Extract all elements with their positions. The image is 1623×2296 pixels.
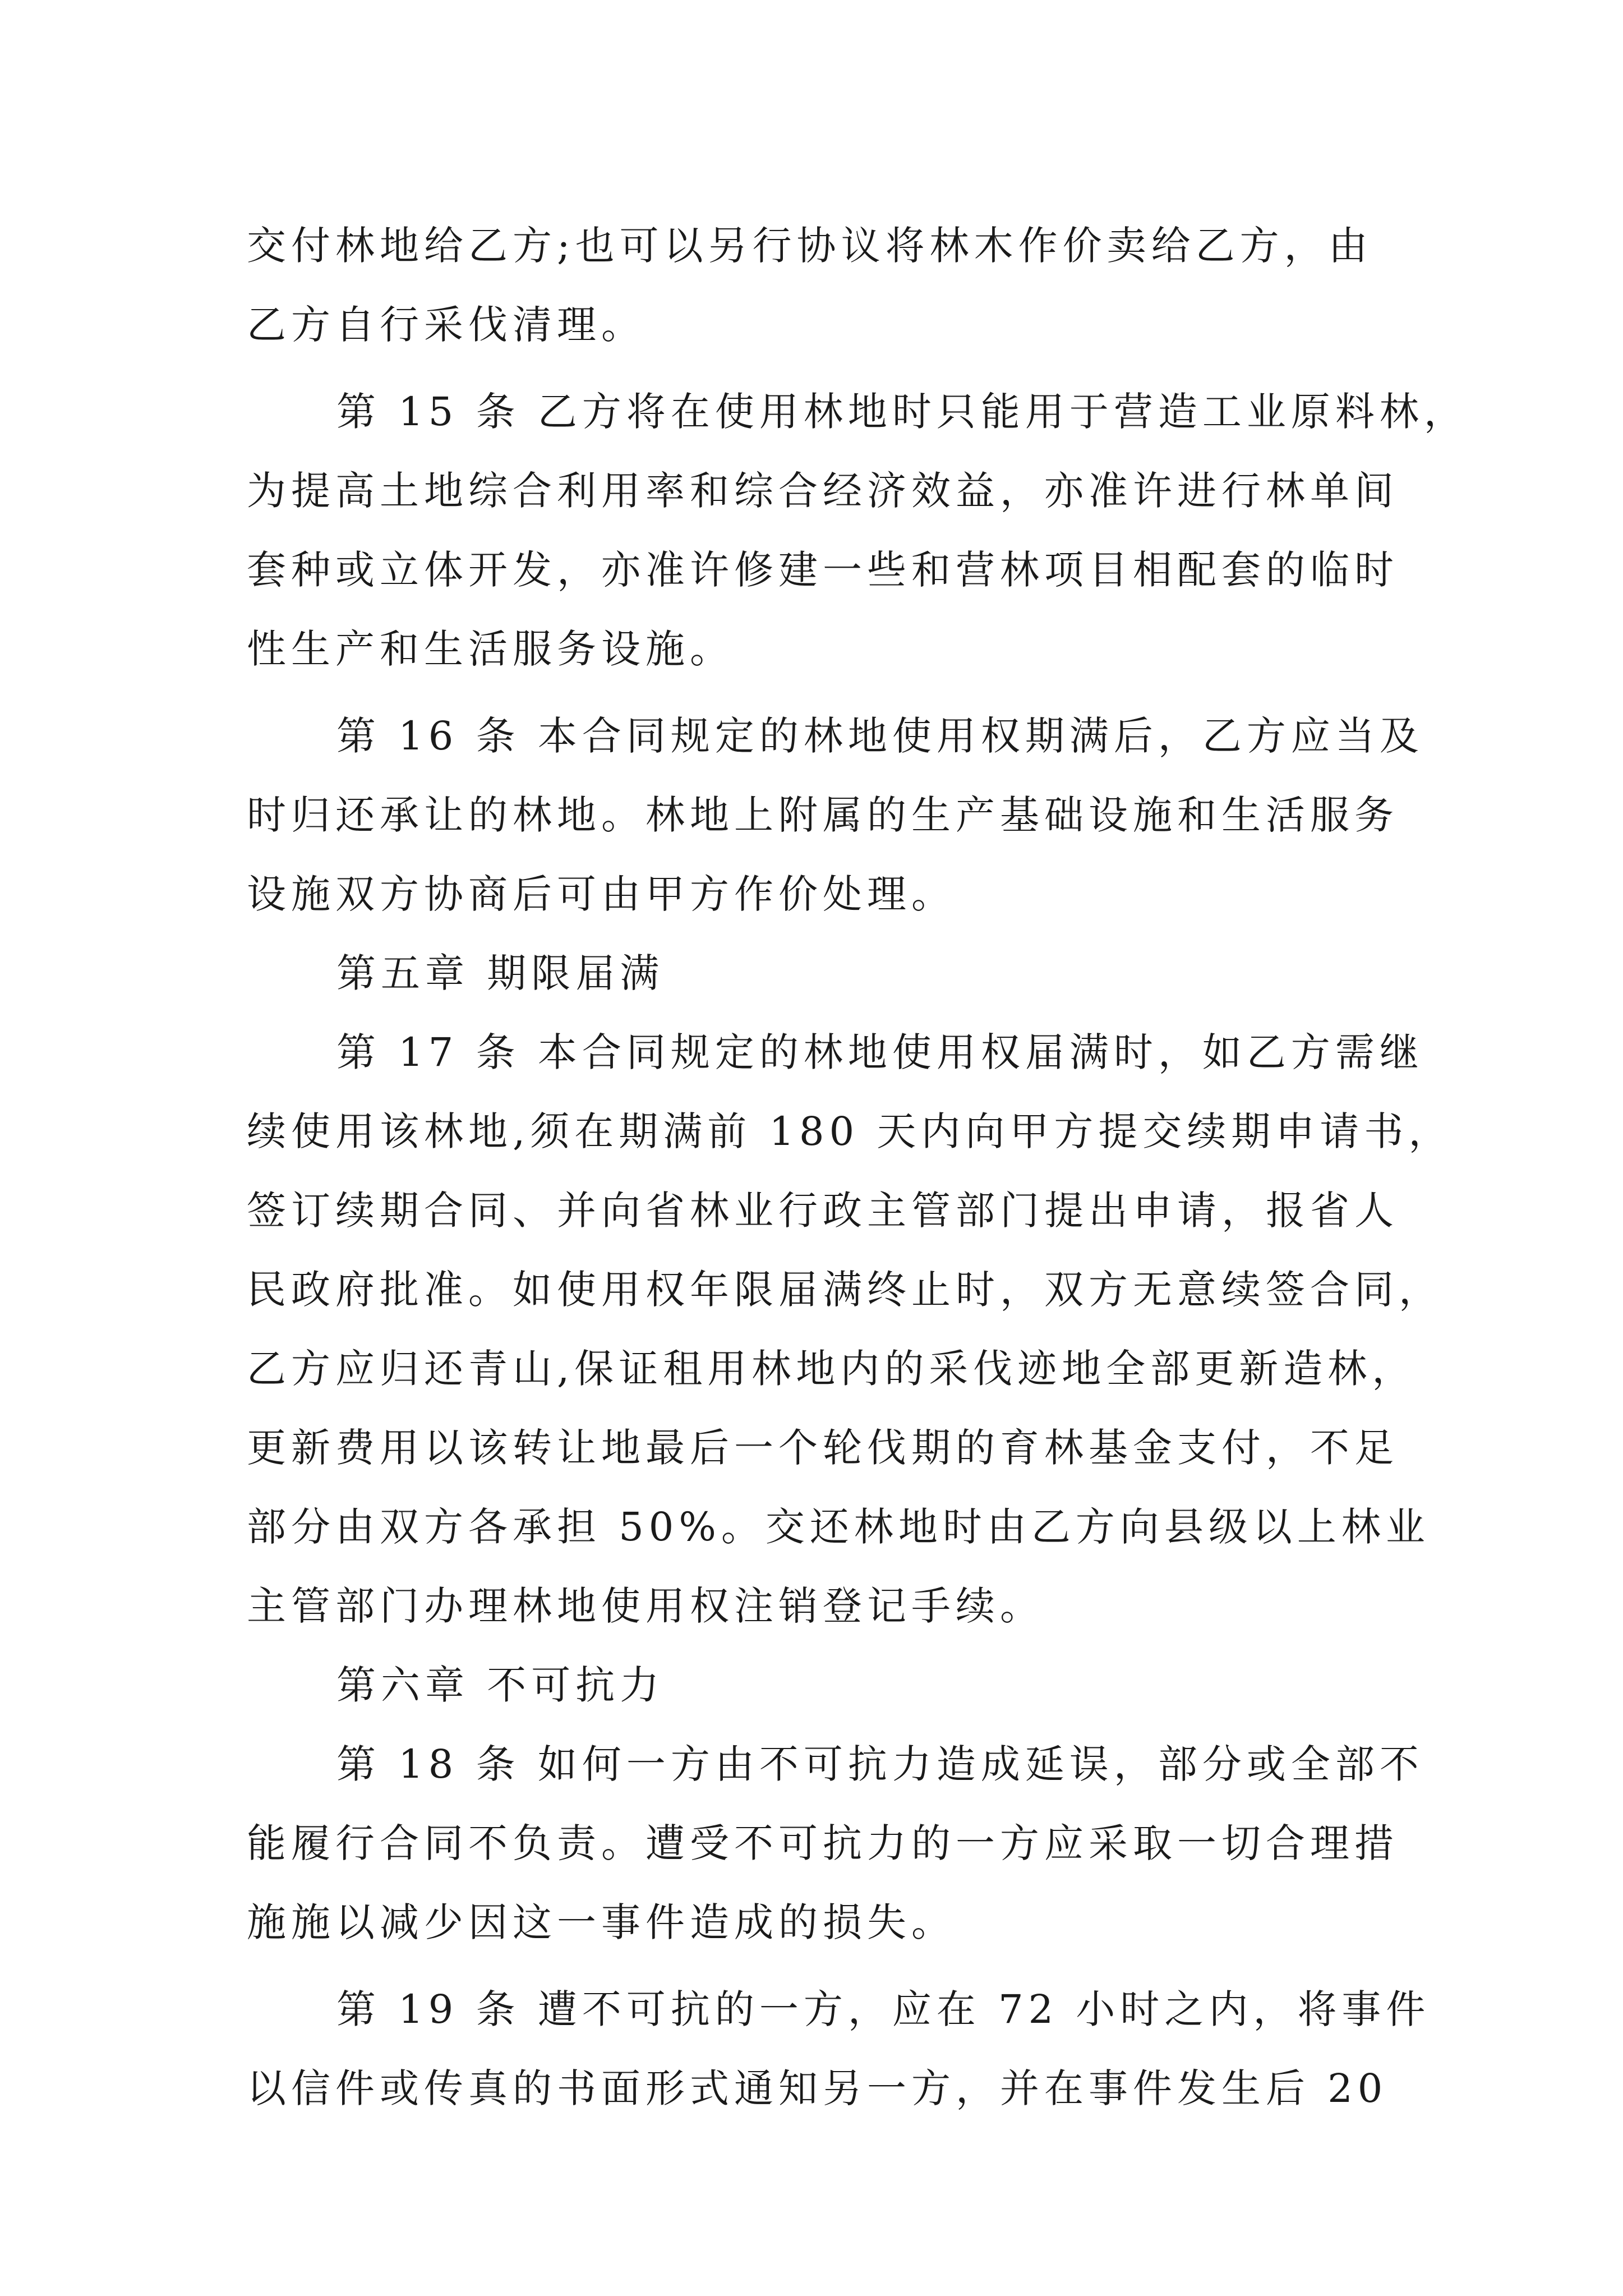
text-line: 民政府批准。如使用权年限届满终止时，双方无意续签合同， [247, 1267, 1443, 1313]
article-18-heading-line: 第 18 条 如何一方由不可抗力造成延误，部分或全部不 [336, 1741, 1424, 1787]
chapter-5-heading: 第五章 期限届满 [336, 950, 665, 996]
text-line: 为提高土地综合利用率和综合经济效益，亦准许进行林单间 [247, 468, 1399, 514]
text-line: 签订续期合同、并向省林业行政主管部门提出申请，报省人 [247, 1188, 1399, 1234]
text-line: 以信件或传真的书面形式通知另一方，并在事件发生后 20 [247, 2065, 1388, 2111]
text-line: 更新费用以该转让地最后一个轮伐期的育林基金支付，不足 [247, 1425, 1399, 1471]
article-19-heading-line: 第 19 条 遭不可抗的一方，应在 72 小时之内，将事件 [336, 1986, 1431, 2032]
document-body [247, 206, 1468, 2128]
text-line: 交付林地给乙方;也可以另行协议将林木作价卖给乙方，由 [247, 223, 1373, 269]
text-line: 施施以减少因这一事件造成的损失。 [247, 1899, 956, 1945]
text-line: 续使用该林地,须在期满前 180 天内向甲方提交续期申请书， [247, 1108, 1453, 1154]
text-line: 设施双方协商后可由甲方作价处理。 [247, 871, 956, 917]
chapter-6-heading: 第六章 不可抗力 [336, 1662, 665, 1708]
text-line: 时归还承让的林地。林地上附属的生产基础设施和生活服务 [247, 792, 1399, 838]
text-line: 能履行合同不负责。遭受不可抗力的一方应采取一切合理措 [247, 1820, 1399, 1866]
text-line: 部分由双方各承担 50%。交还林地时由乙方向县级以上林业 [247, 1504, 1430, 1550]
article-15-heading-line: 第 15 条 乙方将在使用林地时只能用于营造工业原料林， [336, 389, 1468, 435]
text-line: 乙方应归还青山,保证租用林地内的采伐迹地全部更新造林， [247, 1346, 1417, 1392]
text-line: 主管部门办理林地使用权注销登记手续。 [247, 1583, 1044, 1629]
text-line: 性生产和生活服务设施。 [247, 626, 734, 672]
article-17-heading-line: 第 17 条 本合同规定的林地使用权届满时，如乙方需继 [336, 1029, 1424, 1075]
text-line: 乙方自行采伐清理。 [247, 302, 645, 348]
article-16-heading-line: 第 16 条 本合同规定的林地使用权期满后，乙方应当及 [336, 713, 1424, 759]
text-line: 套种或立体开发，亦准许修建一些和营林项目相配套的临时 [247, 547, 1399, 593]
